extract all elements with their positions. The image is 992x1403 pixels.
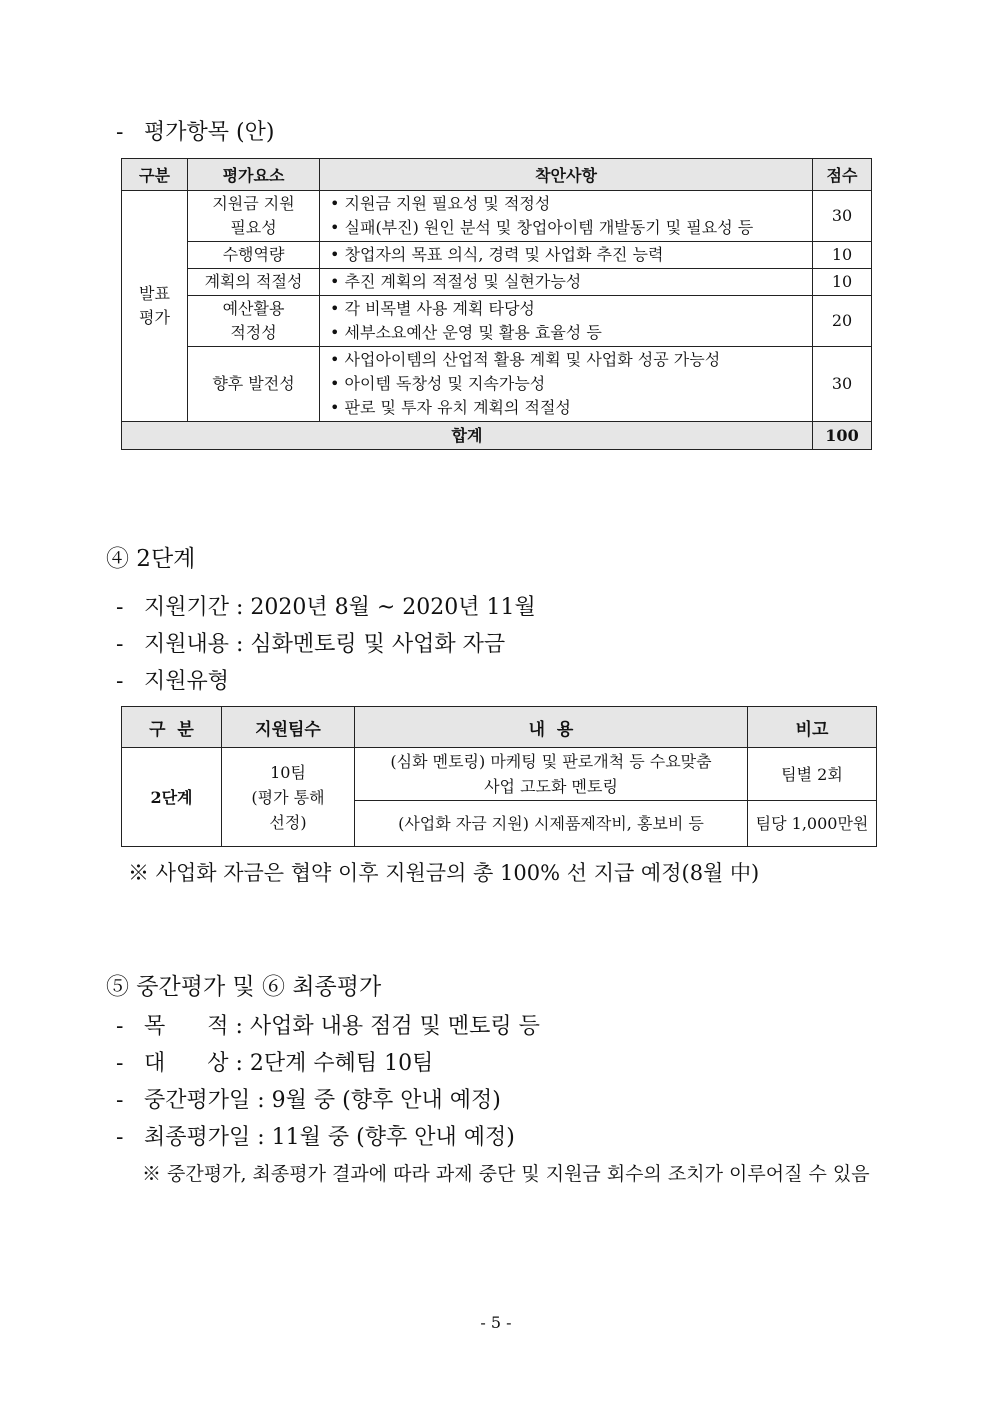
table-row: 2단계 10팀 (평가 통해 선정) (심화 멘토링) 마케팅 및 판로개척 등 수요맞춤 사업 고도화 멘토링 팀별 2회 xyxy=(122,748,877,801)
stage2-item: - 지원내용 : 심화멘토링 및 사업화 자금 xyxy=(116,632,506,657)
eval-table-header: 구분 평가요소 착안사항 점수 xyxy=(122,159,872,191)
table-row: 향후 발전성 • 사업아이템의 산업적 활용 계획 및 사업화 성공 가능성 • 아이템 독창성 및 지속가능성 • 판로 및 투자 유치 계획의 적절성 30 xyxy=(122,347,872,422)
eval2-item: - 목 적 : 사업화 내용 점검 및 멘토링 등 xyxy=(116,1014,540,1039)
page-number: - 5 - xyxy=(480,1313,512,1332)
table-row: 발표 평가 지원금 지원 필요성 • 지원금 지원 필요성 및 적정성 • 실패(부진) 원인 분석 및 창업아이템 개발동기 및 필요성 등 30 xyxy=(122,191,872,242)
eval-heading: - 평가항목 (안) xyxy=(116,120,275,145)
stage2-item: - 지원기간 : 2020년 8월 ~ 2020년 11월 xyxy=(116,595,536,620)
stage2-heading: ④ 2단계 xyxy=(106,546,196,572)
group-label: 발표 평가 xyxy=(122,191,188,422)
table-row: 예산활용 적정성 • 각 비목별 사용 계획 타당성 • 세부소요예산 운영 및 활용 효율성 등 20 xyxy=(122,296,872,347)
eval2-item: - 최종평가일 : 11월 중 (향후 안내 예정) xyxy=(116,1125,515,1150)
eval2-note: ※ 중간평가, 최종평가 결과에 따라 과제 중단 및 지원금 회수의 조치가 이루어질 수 있음 xyxy=(142,1163,870,1185)
table-row: 계획의 적절성 • 추진 계획의 적절성 및 실현가능성 10 xyxy=(122,269,872,296)
stage2-item: - 지원유형 xyxy=(116,669,230,694)
eval2-item: - 중간평가일 : 9월 중 (향후 안내 예정) xyxy=(116,1088,501,1113)
eval2-heading: ⑤ 중간평가 및 ⑥ 최종평가 xyxy=(106,974,382,1000)
eval-table xyxy=(121,158,872,450)
table-row: (사업화 자금 지원) 시제품제작비, 홍보비 등 팀당 1,000만원 xyxy=(122,801,877,847)
eval2-item: - 대 상 : 2단계 수혜팀 10팀 xyxy=(116,1051,434,1076)
support-type-table xyxy=(121,706,877,847)
support-table-header: 구 분 지원팀수 내 용 비고 xyxy=(122,707,877,748)
stage2-note: ※ 사업화 자금은 협약 이후 지원금의 총 100% 선 지급 예정(8월 中) xyxy=(128,861,760,885)
total-row: 합계 100 xyxy=(122,422,872,450)
table-row: 수행역량 • 창업자의 목표 의식, 경력 및 사업화 추진 능력 10 xyxy=(122,242,872,269)
